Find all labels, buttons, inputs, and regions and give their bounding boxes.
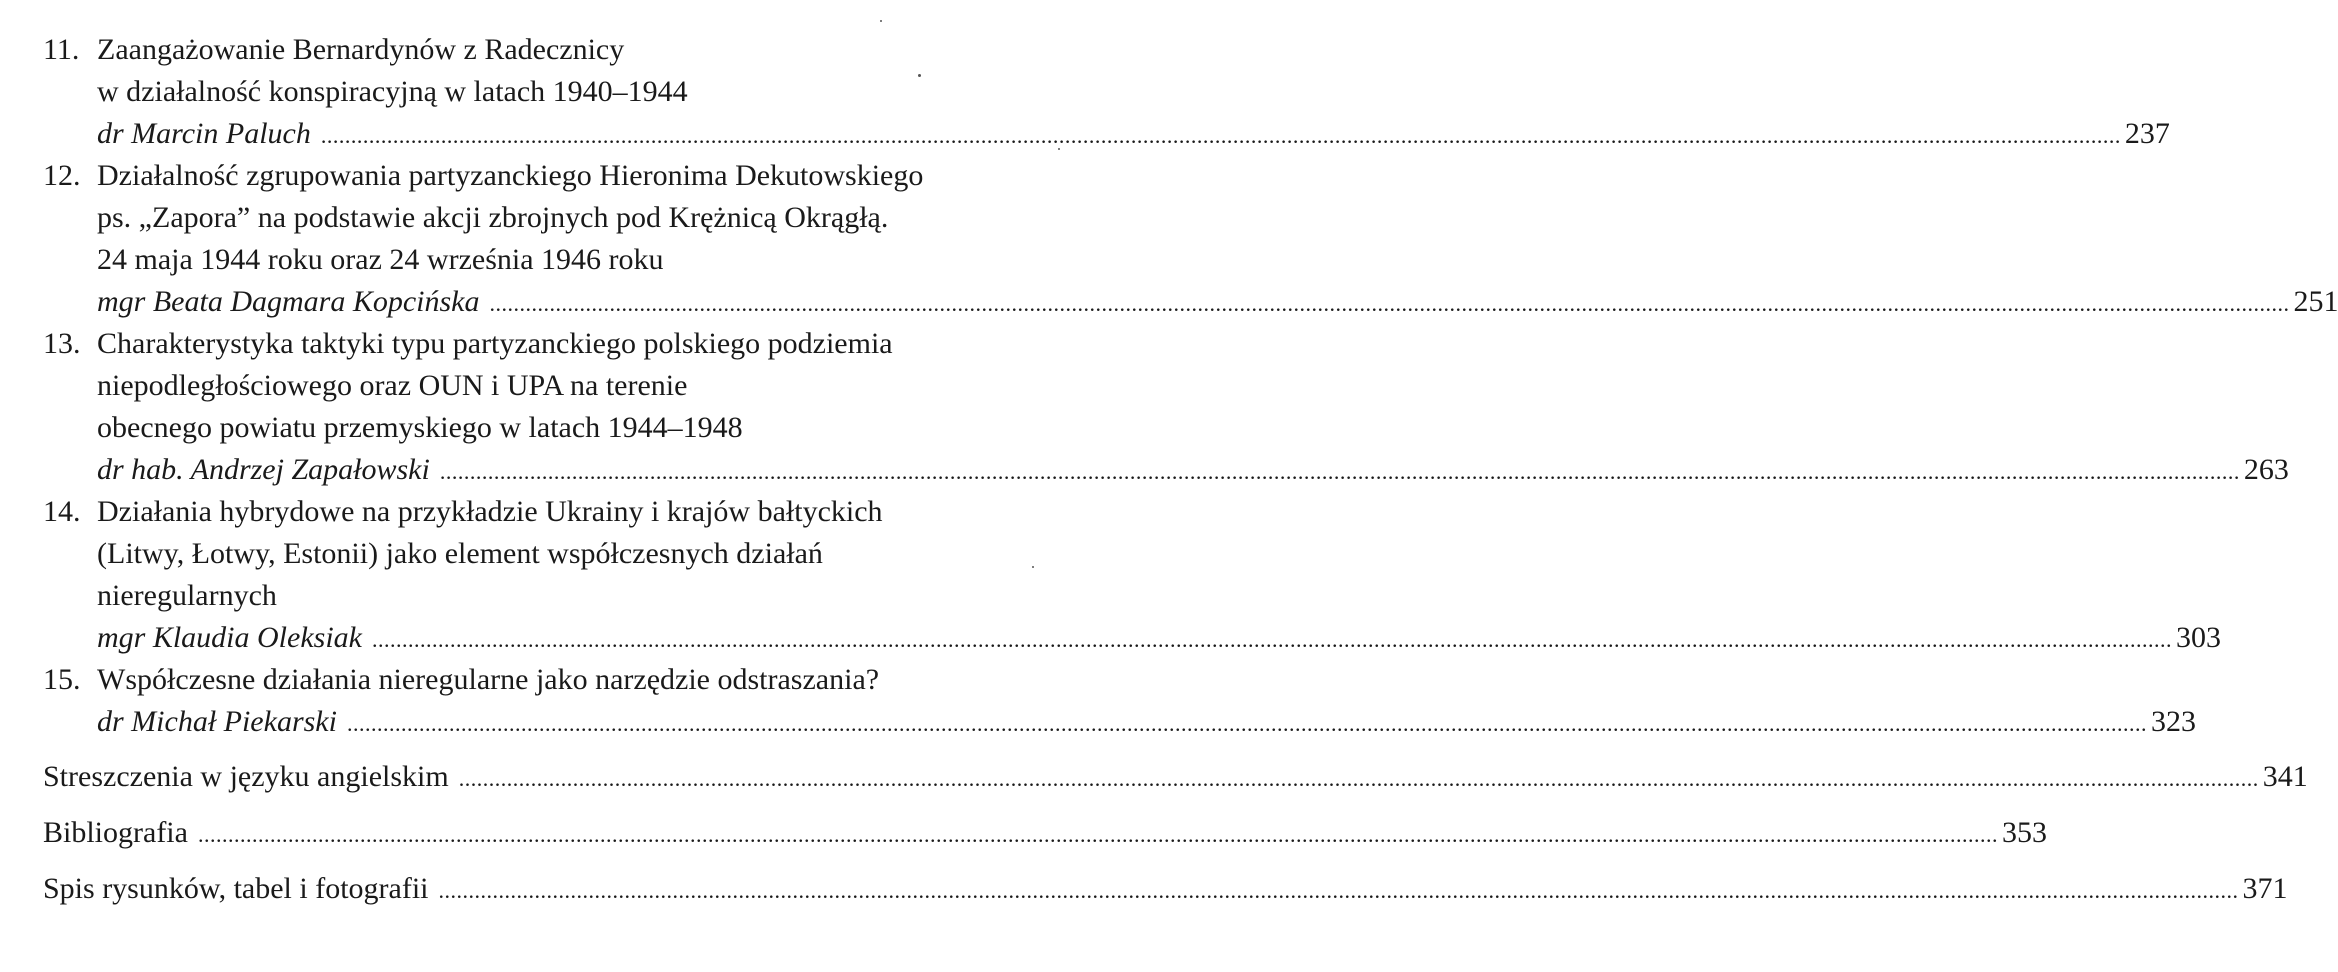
entry-title-line: Zaangażowanie Bernardynów z Radecznicy [97, 33, 625, 66]
entry-title-line: Współczesne działania nieregularne jako narzędzie odstraszania? [97, 663, 880, 696]
scan-speck [880, 20, 882, 22]
entry-title-line: ps. „Zapora” na podstawie akcji zbrojnych pod Krężnicą Okrągłą. [97, 201, 889, 234]
dot-leader: ............................................................................................................................................................................................................................................................................................................ [458, 766, 2259, 791]
dot-leader: ............................................................................................................................................................................................................................................................................................................ [438, 878, 2239, 903]
entry-title-line: Charakterystyka taktyki typu partyzanckiego polskiego podziemia [97, 327, 893, 360]
entry-author: dr Marcin Paluch [97, 117, 311, 150]
entry-author: dr hab. Andrzej Zapałowski [97, 453, 430, 486]
entry-author-row [97, 114, 2170, 154]
entry-author-row [97, 282, 2338, 322]
entry-author: mgr Klaudia Oleksiak [97, 621, 362, 654]
dot-leader: ............................................................................................................................................................................................................................................................................................................ [197, 822, 1998, 847]
entry-title-line: Działania hybrydowe na przykładzie Ukrainy i krajów bałtyckich [97, 495, 883, 528]
scan-speck [918, 74, 921, 77]
dot-leader: ............................................................................................................................................................................................................................................................................................................ [439, 459, 2240, 484]
section-page-number: 341 [2262, 760, 2308, 793]
scan-speck [1032, 566, 1034, 568]
scan-speck [1058, 148, 1060, 150]
section-title: Bibliografia [43, 816, 188, 849]
entry-number: 11. [43, 33, 80, 66]
entry-page-number: 237 [2124, 117, 2170, 150]
entry-author: dr Michał Piekarski [97, 705, 337, 738]
entry-title-line: niepodległościowego oraz OUN i UPA na terenie [97, 369, 688, 402]
toc-section-summaries [43, 757, 2308, 797]
section-page-number: 353 [2001, 816, 2047, 849]
toc-section-figures [43, 869, 2288, 909]
entry-author-row [97, 450, 2289, 490]
entry-page-number: 263 [2243, 453, 2289, 486]
dot-leader: ............................................................................................................................................................................................................................................................................................................ [320, 123, 2121, 148]
entry-number: 14. [43, 495, 81, 528]
entry-author-row [97, 702, 2196, 742]
entry-page-number: 323 [2150, 705, 2196, 738]
entry-title-line: Działalność zgrupowania partyzanckiego Hieronima Dekutowskiego [97, 159, 924, 192]
entry-page-number: 303 [2175, 621, 2221, 654]
entry-title-line: obecnego powiatu przemyskiego w latach 1944–1948 [97, 411, 743, 444]
section-title: Streszczenia w języku angielskim [43, 760, 449, 793]
entry-number: 15. [43, 663, 81, 696]
entry-title-line: (Litwy, Łotwy, Estonii) jako element współczesnych działań [97, 537, 823, 570]
entry-title-line: 24 maja 1944 roku oraz 24 września 1946 roku [97, 243, 664, 276]
entry-number: 13. [43, 327, 81, 360]
toc-section-bibliography [43, 813, 2047, 853]
entry-title-line: w działalność konspiracyjną w latach 1940–1944 [97, 75, 688, 108]
section-title: Spis rysunków, tabel i fotografii [43, 872, 429, 905]
dot-leader: ............................................................................................................................................................................................................................................................................................................ [371, 627, 2172, 652]
section-page-number: 371 [2242, 872, 2288, 905]
dot-leader: ............................................................................................................................................................................................................................................................................................................ [346, 711, 2147, 736]
dot-leader: ............................................................................................................................................................................................................................................................................................................ [489, 291, 2290, 316]
entry-number: 12. [43, 159, 81, 192]
entry-title-line: nieregularnych [97, 579, 277, 612]
entry-author-row [97, 618, 2221, 658]
entry-author: mgr Beata Dagmara Kopcińska [97, 285, 480, 318]
entry-page-number: 251 [2293, 285, 2338, 318]
